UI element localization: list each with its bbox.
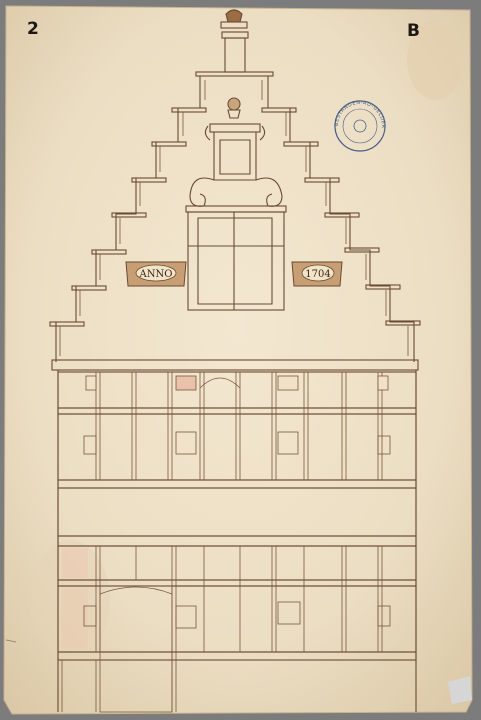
sheet-letter: B [407, 21, 420, 41]
cartouche-year: 1704 [305, 269, 331, 280]
seal-inscription: BESTANDEN-AD-GELDER [333, 99, 387, 129]
page-number: 2 [27, 19, 39, 39]
cartouche-right [292, 262, 342, 286]
cartouche-left [126, 262, 186, 286]
cartouche-year-word: ANNO [139, 269, 173, 280]
